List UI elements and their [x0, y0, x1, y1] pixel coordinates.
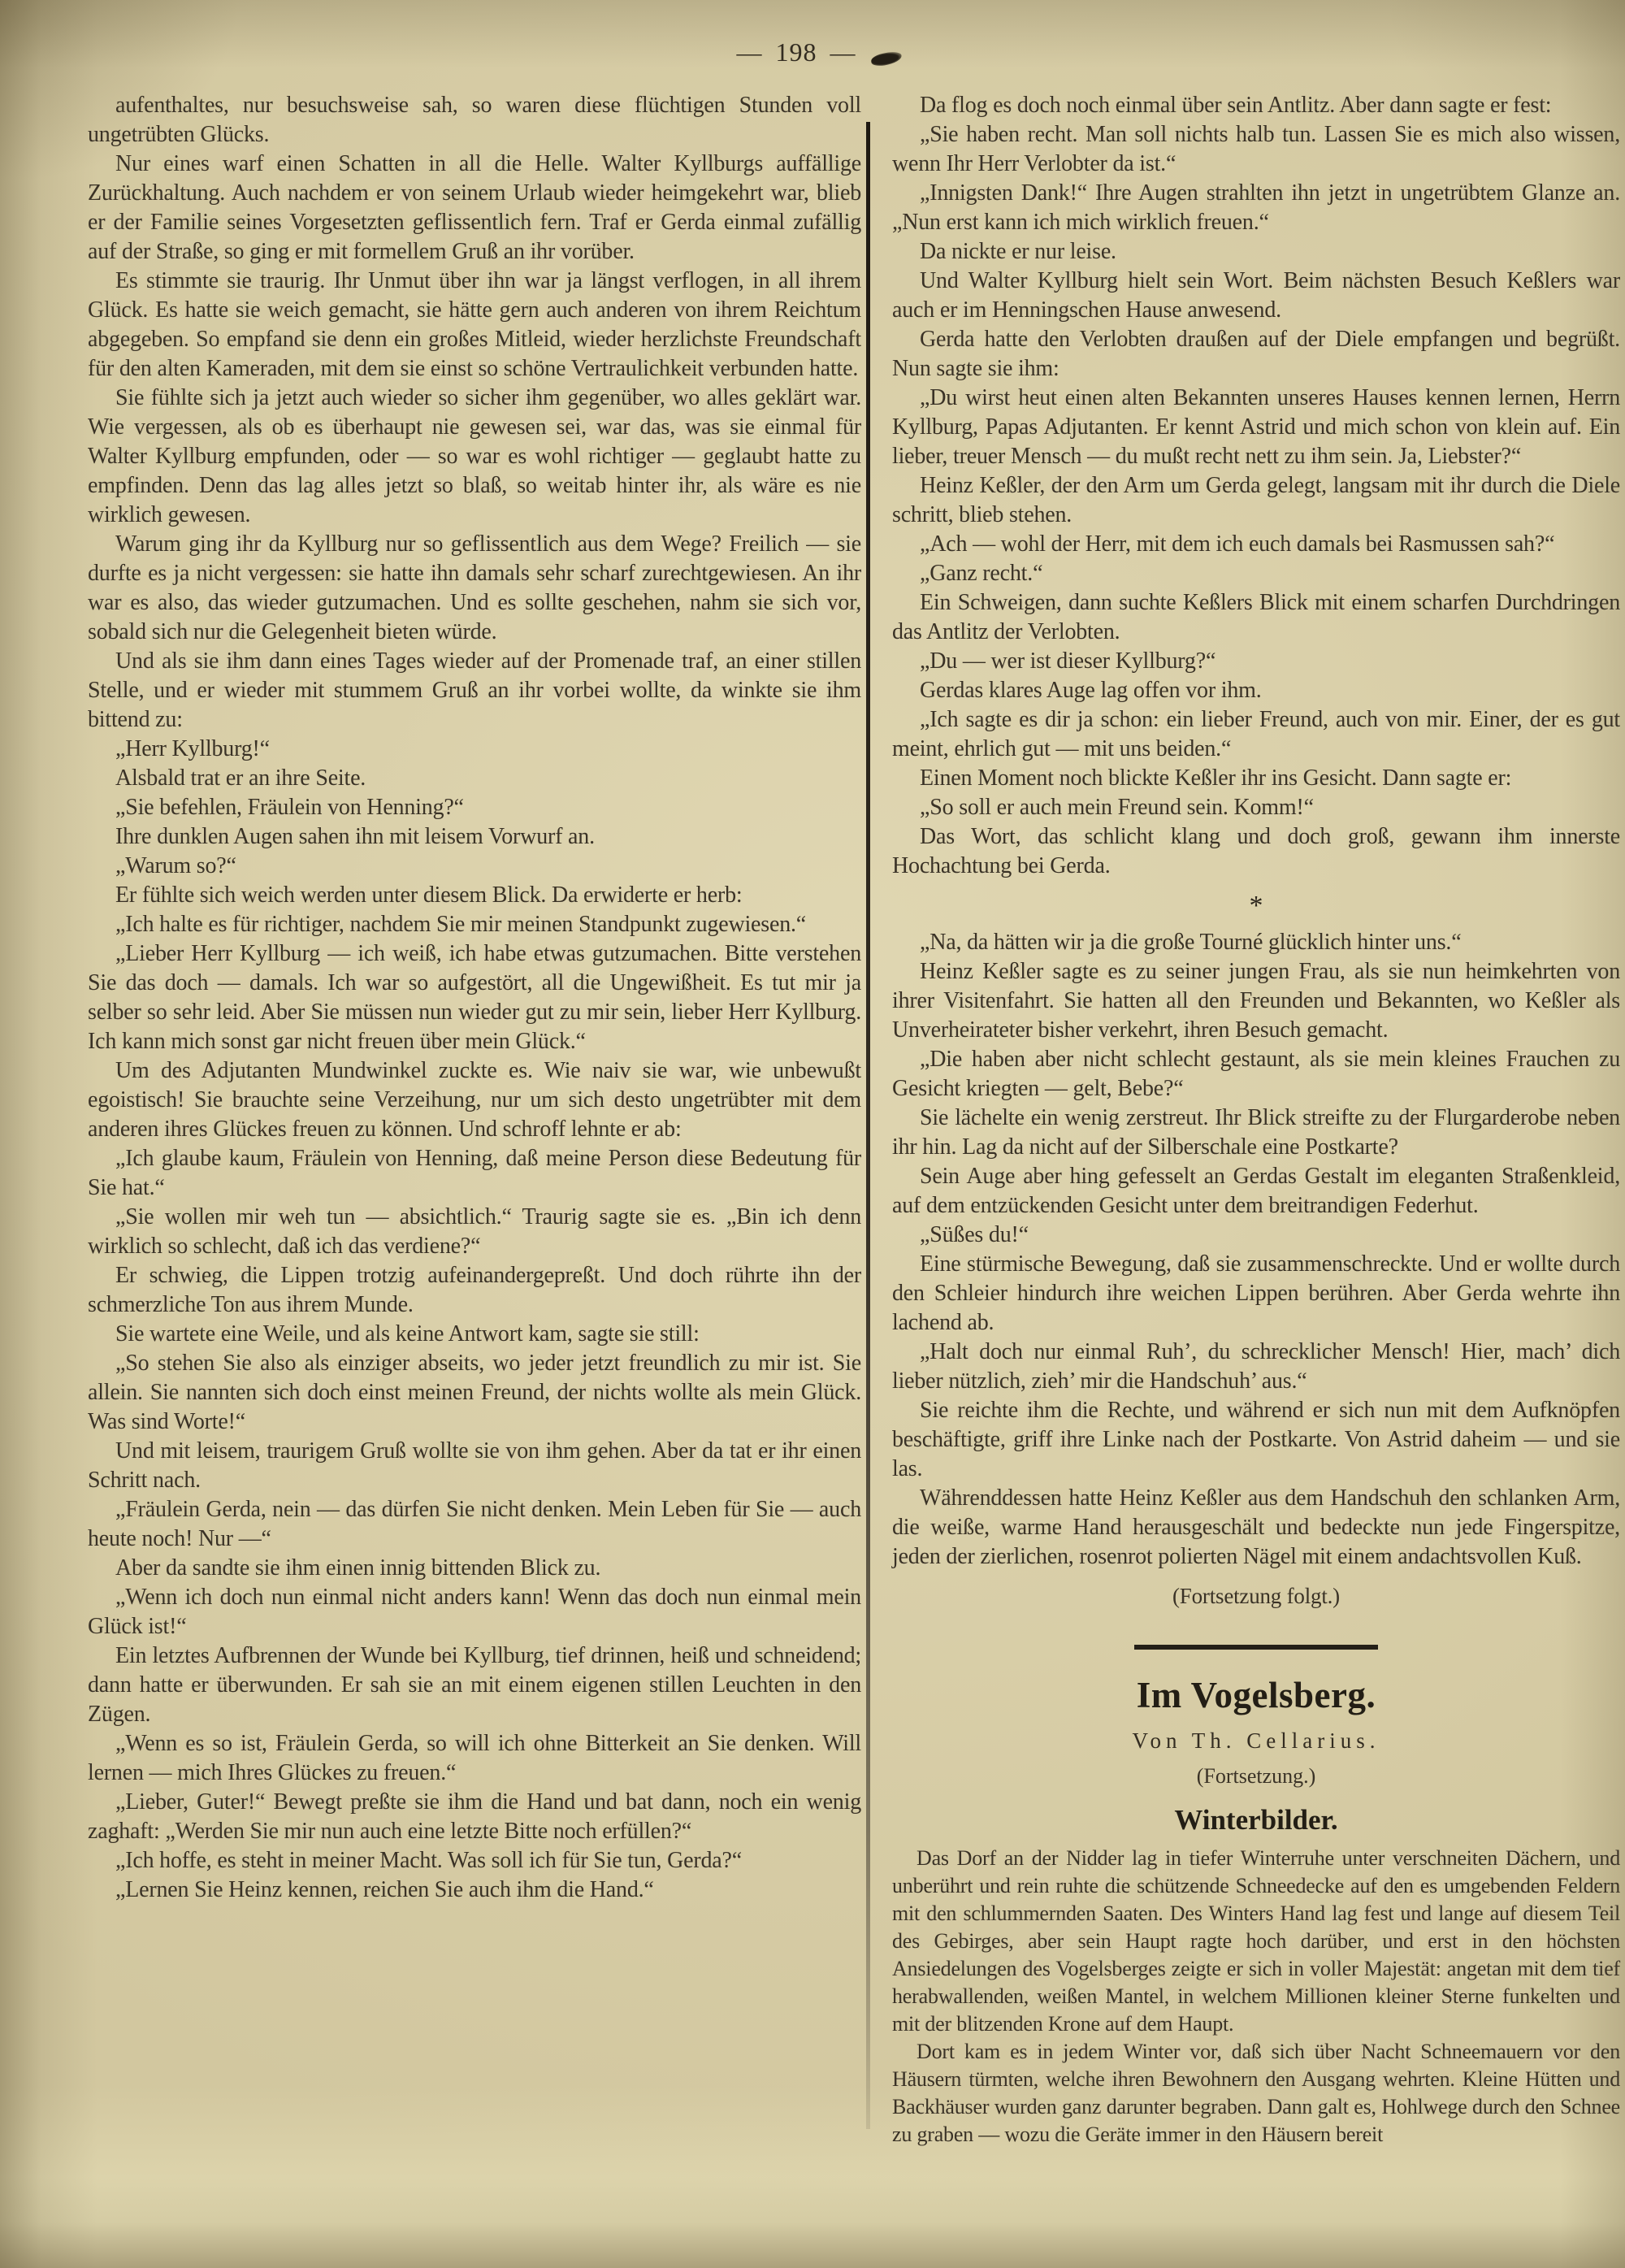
- story-paragraph: Währenddessen hatte Heinz Keßler aus dem Handschuh den schlanken Arm, die weiße, warme Hand herausgeschält und bedeckte nun jede Fingerspitze, jeden der zierlichen, rosenrot polierten Nägel mit einem andachtsvollen Kuß.: [892, 1485, 1620, 1569]
- story-paragraph: Einen Moment noch blickte Keßler ihr ins Gesicht. Dann sagte er:: [920, 765, 1512, 791]
- article-byline: Von Th. Cellarius.: [1132, 1728, 1380, 1753]
- story-paragraph: „Ich glaube kaum, Fräulein von Henning, daß meine Person diese Bedeutung für Sie hat.“: [88, 1146, 861, 1200]
- article-title: Im Vogelsberg.: [1136, 1675, 1376, 1715]
- story-paragraph: Das Wort, das schlicht klang und doch groß, gewann ihm innerste Hochachtung bei Gerda.: [892, 824, 1620, 878]
- story-paragraph: „Innigsten Dank!“ Ihre Augen strahlten ihn jetzt in ungetrübtem Glanze an. „Nun erst kann ich mich wirklich freuen.“: [892, 180, 1620, 235]
- story-paragraph: „Ach — wohl der Herr, mit dem ich euch damals bei Rasmussen sah?“: [920, 531, 1555, 557]
- story-paragraph: Gerdas klares Auge lag offen vor ihm.: [920, 678, 1262, 703]
- story-paragraph: „Süßes du!“: [920, 1222, 1029, 1247]
- header-dash-left: —: [736, 38, 763, 67]
- story-paragraph: Und Walter Kyllburg hielt sein Wort. Beim nächsten Besuch Keßlers war auch er im Henningschen Hause anwesend.: [892, 268, 1620, 323]
- left-column: [88, 91, 861, 1905]
- page-header: [0, 37, 1625, 67]
- story-paragraph: „Du — wer ist dieser Kyllburg?“: [920, 648, 1216, 674]
- story-paragraph: „Na, da hätten wir ja die große Tourné glücklich hinter uns.“: [920, 930, 1462, 955]
- story-paragraph: aufenthaltes, nur besuchsweise sah, so waren diese flüchtigen Stunden voll ungetrübten Glücks.: [88, 93, 861, 147]
- story-paragraph: Ein Schweigen, dann suchte Keßlers Blick mit einem scharfen Durchdringen das Antlitz der Verlobten.: [892, 590, 1620, 644]
- story-paragraph: „Die haben aber nicht schlecht gestaunt, als sie mein kleines Frauchen zu Gesicht kriegten — gelt, Bebe?“: [892, 1047, 1620, 1101]
- continuation-note: (Fortsetzung folgt.): [1172, 1584, 1340, 1608]
- story-paragraph: „Sie haben recht. Man soll nichts halb tun. Lassen Sie es mich also wissen, wenn Ihr Herr Verlobter da ist.“: [892, 122, 1620, 176]
- story-paragraph: Aber da sandte sie ihm einen innig bittenden Blick zu.: [115, 1555, 601, 1581]
- story-paragraph: „Lieber, Guter!“ Bewegt preßte sie ihm die Hand und bat dann, noch ein wenig zaghaft: „Werden Sie mir nun auch eine letzte Bitte noch erfüllen?“: [88, 1789, 861, 1844]
- story-paragraph: „Wenn es so ist, Fräulein Gerda, so will ich ohne Bitterkeit an Sie denken. Will lernen — mich Ihres Glückes zu freuen.“: [88, 1731, 861, 1785]
- story-paragraph: Da nickte er nur leise.: [920, 239, 1116, 264]
- story-paragraph: Sie wartete eine Weile, und als keine Antwort kam, sagte sie still:: [115, 1321, 700, 1346]
- article-divider: [1134, 1645, 1378, 1650]
- story-paragraph: Er fühlte sich weich werden unter diesem Blick. Da erwiderte er herb:: [115, 882, 743, 908]
- story-paragraph: „Sie wollen mir weh tun — absichtlich.“ Traurig sagte sie es. „Bin ich denn wirklich so schlecht, daß ich das verdiene?“: [88, 1204, 861, 1259]
- ink-smudge: [870, 50, 903, 67]
- article-subtitle: Winterbilder.: [1174, 1804, 1338, 1836]
- story-paragraph: Eine stürmische Bewegung, daß sie zusammenschreckte. Und er wollte durch den Schleier hindurch ihre weichen Lippen berühren. Aber Gerda wehrte ihn lachend ab.: [892, 1251, 1620, 1335]
- story-paragraph: „Sie befehlen, Fräulein von Henning?“: [115, 795, 464, 820]
- story-paragraph: „Ich hoffe, es steht in meiner Macht. Was soll ich für Sie tun, Gerda?“: [115, 1848, 742, 1873]
- story-paragraph: Gerda hatte den Verlobten draußen auf der Diele empfangen und begrüßt. Nun sagte sie ihm:: [892, 327, 1620, 381]
- column-divider: [866, 122, 870, 2129]
- article-paragraph: Das Dorf an der Nidder lag in tiefer Winterruhe unter verschneiten Dächern, und unberührt und rein ruhte die schützende Schneedecke auf den es umgebenden Feldern mit den schlummernden Saaten. Des Winters Hand lag fest und lange auf diesem Teil des Gebirges, aber sein Haupt ragte hoch darüber, und erst in den höchsten Ansiedelungen des Vogelsberges zeigte er sich in voller Majestät: angetan mit dem tief herabwallenden, weißen Mantel, in welchem Millionen kleiner Sterne funkelten und mit der blitzenden Krone auf dem Haupt.: [892, 1846, 1620, 2036]
- story-paragraph: „Herr Kyllburg!“: [115, 736, 270, 761]
- story-paragraph: Um des Adjutanten Mundwinkel zuckte es. Wie naiv sie war, wie unbewußt egoistisch! Sie brauchte seine Verzeihung, nur um sich desto ungetrübter mit dem anderen ihres Glückes freuen zu können. Und schroff lehnte er ab:: [88, 1058, 861, 1142]
- story-paragraph: Heinz Keßler sagte es zu seiner jungen Frau, als sie nun heimkehrten von ihrer Visitenfahrt. Sie hatten all den Freunden und Bekannten, wo Keßler als Unverheirateter bisher verkehrt, ihren Besuch gemacht.: [892, 959, 1620, 1043]
- story-paragraph: Sie lächelte ein wenig zerstreut. Ihr Blick streifte zu der Flurgarderobe neben ihr hin. Lag da nicht auf der Silberschale eine Postkarte?: [892, 1105, 1620, 1160]
- page-number: 198: [775, 37, 817, 67]
- story-paragraph: „Lieber Herr Kyllburg — ich weiß, ich habe etwas gutzumachen. Bitte verstehen Sie das doch — damals. Ich war so aufgestört, all die Ungewißheit. Es tut mir ja selber so sehr leid. Aber Sie müssen nun wieder gut zu mir sein, lieber Herr Kyllburg. Ich kann mich sonst gar nicht freuen über mein Glück.“: [88, 941, 861, 1054]
- section-separator: *: [1249, 891, 1263, 921]
- story-paragraph: Ihre dunklen Augen sahen ihn mit leisem Vorwurf an.: [115, 824, 595, 849]
- story-paragraph: Da flog es doch noch einmal über sein Antlitz. Aber dann sagte er fest:: [920, 93, 1552, 118]
- story-paragraph: „Lernen Sie Heinz kennen, reichen Sie auch ihm die Hand.“: [115, 1877, 654, 1902]
- story-paragraph: Ein letztes Aufbrennen der Wunde bei Kyllburg, tief drinnen, heiß und schneidend; dann hatte er überwunden. Er sah sie an mit einem eigenen stillen Leuchten in den Zügen.: [88, 1643, 861, 1727]
- article-paragraph: Dort kam es in jedem Winter vor, daß sich über Nacht Schneemauern vor den Häusern türmten, welche ihren Bewohnern den Ausgang wehrten. Kleine Hütten und Backhäuser wurden ganz darunter begraben. Dann galt es, Hohlwege durch den Schnee zu graben — wozu die Geräte immer in den Häusern bereit: [892, 2040, 1620, 2146]
- story-paragraph: Sein Auge aber hing gefesselt an Gerdas Gestalt im eleganten Straßenkleid, auf dem entzückenden Gesicht unter dem breitrandigen Federhut.: [892, 1164, 1620, 1218]
- story-paragraph: „So stehen Sie also als einziger abseits, wo jeder jetzt freundlich zu mir ist. Sie allein. Sie nannten sich doch einst meinen Freund, der nichts wollte als mein Glück. Was sind Worte!“: [88, 1351, 861, 1434]
- story-paragraph: „Du wirst heut einen alten Bekannten unseres Hauses kennen lernen, Herrn Kyllburg, Papas Adjutanten. Er kennt Astrid und mich schon von klein auf. Ein lieber, treuer Mensch — du mußt recht nett zu ihm sein. Ja, Liebster?“: [892, 385, 1620, 469]
- story-paragraph: Und als sie ihm dann eines Tages wieder auf der Promenade traf, an einer stillen Stelle, und er wieder mit stummem Gruß an ihr vorbei wollte, da winkte sie ihm bittend zu:: [88, 648, 861, 732]
- header-dash-right: —: [830, 38, 856, 67]
- story-paragraph: „Ganz recht.“: [920, 561, 1043, 586]
- story-paragraph: Sie fühlte sich ja jetzt auch wieder so sicher ihm gegenüber, wo alles geklärt war. Wie vergessen, als ob es überhaupt nie gewesen sei, war das, was sie einmal für Walter Kyllburg empfunden, oder — so war es wohl richtiger — geglaubt hatte zu empfinden. Denn das lag alles jetzt so blaß, so weitab hinter ihr, als wäre es nie wirklich gewesen.: [88, 385, 861, 527]
- story-paragraph: Heinz Keßler, der den Arm um Gerda gelegt, langsam mit ihr durch die Diele schritt, blieb stehen.: [892, 473, 1620, 527]
- story-paragraph: „Warum so?“: [115, 853, 236, 878]
- story-paragraph: „Wenn ich doch nun einmal nicht anders kann! Wenn das doch nun einmal mein Glück ist!“: [88, 1585, 861, 1639]
- story-paragraph: „So soll er auch mein Freund sein. Komm!“: [920, 795, 1314, 820]
- story-paragraph: Warum ging ihr da Kyllburg nur so geflissentlich aus dem Wege? Freilich — sie durfte es ja nicht vergessen: sie hatte ihn damals sehr scharf zurechtgewiesen. An ihr war es also, das wieder gutzumachen. Und es sollte geschehen, nahm sie sich vor, sobald sich nur die Gelegenheit bieten würde.: [88, 531, 861, 644]
- article-continuation-note: (Fortsetzung.): [1196, 1764, 1316, 1788]
- story-paragraph: „Ich sagte es dir ja schon: ein lieber Freund, auch von mir. Einer, der es gut meint, ehrlich gut — mit uns beiden.“: [892, 707, 1620, 761]
- story-paragraph: Er schwieg, die Lippen trotzig aufeinandergepreßt. Und doch rührte ihn der schmerzliche Ton aus ihrem Munde.: [88, 1263, 861, 1317]
- right-column: [892, 91, 1620, 2149]
- story-paragraph: Nur eines warf einen Schatten in all die Helle. Walter Kyllburgs auffällige Zurückhaltung. Auch nachdem er von seinem Urlaub wieder heimgekehrt war, blieb er der Familie seines Vorgesetzten geflissentlich fern. Traf er Gerda einmal zufällig auf der Straße, so ging er mit formellem Gruß an ihr vorüber.: [88, 151, 861, 264]
- story-paragraph: Und mit leisem, traurigem Gruß wollte sie von ihm gehen. Aber da tat er ihr einen Schritt nach.: [88, 1438, 861, 1493]
- story-paragraph: Es stimmte sie traurig. Ihr Unmut über ihn war ja längst verflogen, in all ihrem Glück. Es hatte sie weich gemacht, sie hätte gern auch anderen von ihrem Reichtum abgegeben. So empfand sie denn ein großes Mitleid, wieder herzlichste Freundschaft für den alten Kameraden, mit dem sie einst so schöne Vertraulichkeit verbunden hatte.: [88, 268, 861, 381]
- story-paragraph: Sie reichte ihm die Rechte, und während er sich nun mit dem Aufknöpfen beschäftigte, griff ihre Linke nach der Postkarte. Von Astrid daheim — und sie las.: [892, 1398, 1620, 1481]
- story-paragraph: „Fräulein Gerda, nein — das dürfen Sie nicht denken. Mein Leben für Sie — auch heute noch! Nur —“: [88, 1497, 861, 1551]
- story-paragraph: „Ich halte es für richtiger, nachdem Sie mir meinen Standpunkt zugewiesen.“: [115, 912, 807, 937]
- story-paragraph: Alsbald trat er an ihre Seite.: [115, 765, 366, 791]
- story-paragraph: „Halt doch nur einmal Ruh’, du schrecklicher Mensch! Hier, mach’ dich lieber nützlich, zieh’ mir die Handschuh’ aus.“: [892, 1339, 1620, 1394]
